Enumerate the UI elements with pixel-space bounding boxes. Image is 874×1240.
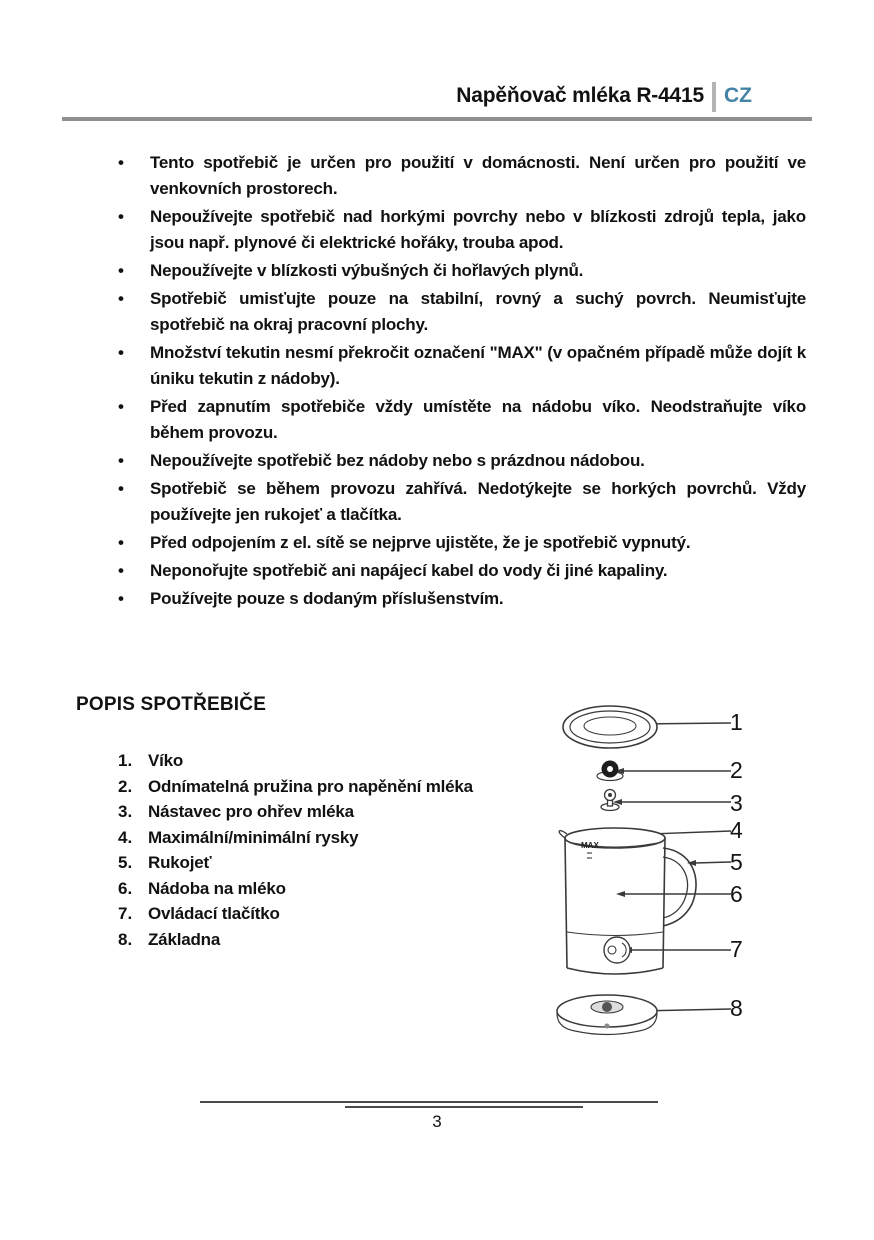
callout-number: 4 [730, 817, 743, 843]
bullet-text: Množství tekutin nesmí překročit označení "MAX" (v opačném případě může dojít k úniku tekutin z nádoby). [150, 343, 806, 388]
bullet-text: Před odpojením z el. sítě se nejprve ujistěte, že je spotřebič vypnutý. [150, 533, 691, 552]
list-item [112, 204, 806, 256]
list-item [118, 876, 473, 902]
control-button-drawing [604, 937, 630, 963]
part-number: 5. [118, 853, 133, 872]
section-title: POPIS SPOTŘEBIČE [76, 694, 267, 715]
list-item [112, 476, 806, 528]
base-drawing [557, 995, 657, 1035]
list-item [112, 530, 806, 556]
callout-number: 7 [730, 936, 743, 962]
bullet-text: Spotřebič se během provozu zahřívá. Nedotýkejte se horkých povrchů. Vždy používejte jen rukojeť a tlačítka. [150, 479, 806, 524]
list-item [112, 150, 806, 202]
bullet-icon: • [118, 479, 124, 498]
safety-instructions-list [112, 150, 806, 614]
header-divider [712, 82, 716, 112]
lid-drawing [563, 706, 657, 748]
part-number: 4. [118, 827, 133, 847]
part-label: Nástavec pro ohřev mléka [148, 802, 354, 821]
bullet-text: Nepoužívejte v blízkosti výbušných či hořlavých plynů. [150, 261, 584, 280]
bullet-text: Tento spotřebič je určen pro použití v domácnosti. Není určen pro použití ve venkovních prostorech. [150, 153, 806, 198]
bullet-icon: • [118, 207, 124, 226]
footer-rule [200, 1101, 658, 1103]
list-item [112, 448, 806, 474]
part-number: 6. [118, 878, 133, 898]
part-number: 8. [118, 929, 133, 949]
bullet-icon: • [118, 289, 124, 308]
part-number: 7. [118, 904, 133, 923]
callout-number: 8 [730, 995, 743, 1021]
list-item [112, 340, 806, 392]
list-item [118, 799, 473, 825]
bullet-text: Používejte pouze s dodaným příslušenstvím. [150, 589, 504, 608]
part-label: Odnímatelná pružina pro napěnění mléka [148, 776, 473, 796]
part-label: Maximální/minimální rysky [148, 827, 359, 847]
handle-drawing [663, 848, 696, 926]
part-label: Ovládací tlačítko [148, 904, 280, 923]
callout-number: 2 [730, 757, 743, 783]
callout-number: 5 [730, 849, 743, 875]
list-item [112, 558, 806, 584]
part-label: Víko [148, 751, 184, 770]
part-label: Rukojeť [148, 853, 212, 872]
max-level-mark [581, 841, 599, 858]
list-item [118, 774, 473, 800]
list-item [112, 394, 806, 446]
part-number: 3. [118, 802, 133, 821]
part-label: Nádoba na mléko [148, 878, 286, 898]
list-item [118, 825, 473, 851]
callout-number: 3 [730, 790, 743, 816]
parts-list [118, 748, 473, 952]
heating-attachment-drawing [601, 790, 619, 811]
bullet-text: Nepoužívejte spotřebič bez nádoby nebo s prázdnou nádobou. [150, 451, 645, 470]
list-item [112, 258, 806, 284]
svg-text:MAX: MAX [581, 841, 599, 850]
bullet-icon: • [118, 343, 124, 362]
part-number: 2. [118, 776, 133, 796]
page-number: 3 [432, 1112, 442, 1131]
bullet-icon: • [118, 153, 124, 172]
language-tag: CZ [724, 84, 752, 107]
bullet-icon: • [118, 589, 124, 608]
bullet-icon: • [118, 451, 124, 470]
list-item [118, 748, 473, 774]
callout-number: 6 [730, 881, 743, 907]
bullet-text: Neponořujte spotřebič ani napájecí kabel do vody či jiné kapaliny. [150, 561, 668, 580]
part-number: 1. [118, 751, 133, 770]
bullet-icon: • [118, 397, 124, 416]
bullet-icon: • [118, 261, 124, 280]
list-item [112, 286, 806, 338]
page-title: Napěňovač mléka R-4415 [456, 84, 704, 107]
bullet-icon: • [118, 533, 124, 552]
list-item [118, 927, 473, 953]
bullet-text: Před zapnutím spotřebiče vždy umístěte na nádobu víko. Neodstraňujte víko během provozu. [150, 397, 806, 442]
list-item [118, 850, 473, 876]
bullet-text: Spotřebič umisťujte pouze na stabilní, rovný a suchý povrch. Neumisťujte spotřebič na okraj pracovní plochy. [150, 289, 806, 334]
list-item [112, 586, 806, 612]
callout-number: 1 [730, 709, 743, 735]
header-rule [62, 117, 812, 121]
bullet-text: Nepoužívejte spotřebič nad horkými povrchy nebo v blízkosti zdrojů tepla, jako jsou např. plynové či elektrické hořáky, trouba apod. [150, 207, 806, 252]
footer-rule [345, 1106, 583, 1108]
bullet-icon: • [118, 561, 124, 580]
part-label: Základna [148, 929, 221, 949]
list-item [118, 901, 473, 927]
